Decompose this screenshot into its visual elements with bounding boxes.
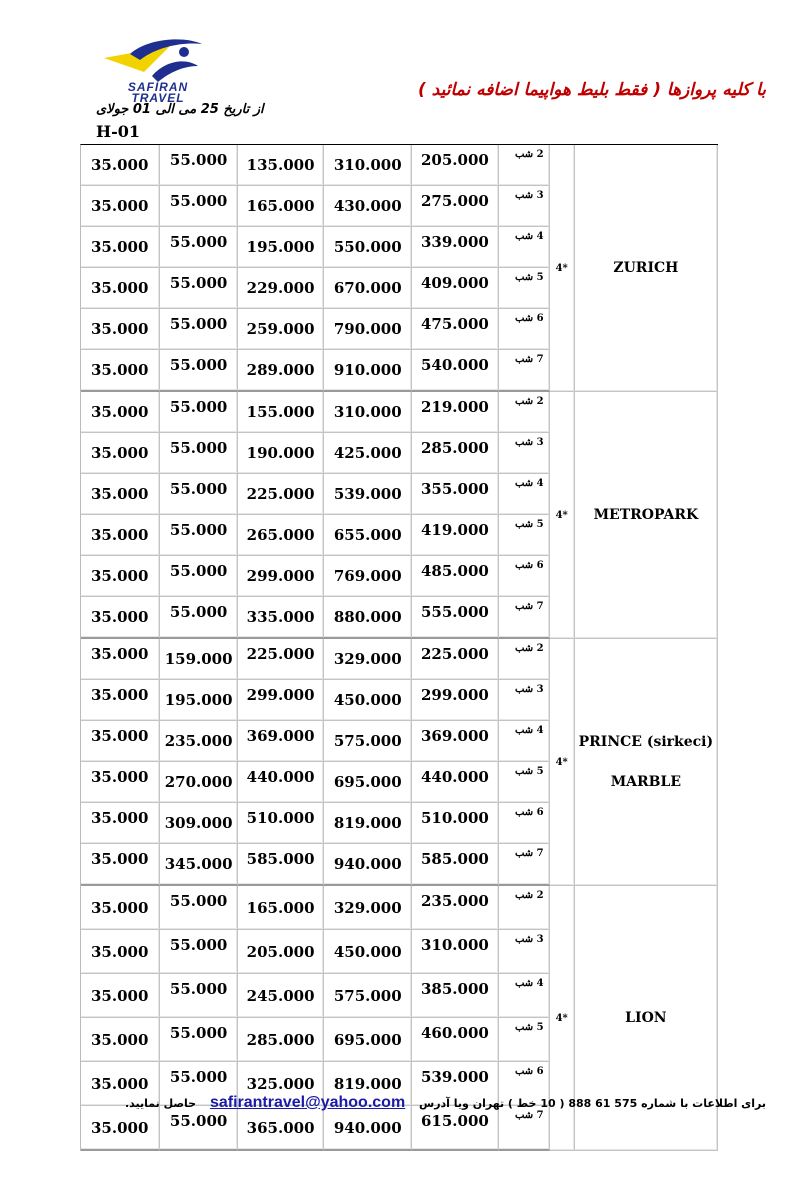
price-col-2: 159.000 bbox=[160, 639, 238, 680]
price-col-5: 419.000 bbox=[412, 515, 498, 556]
nights-cell: 4 شب bbox=[499, 227, 550, 268]
price-col-2: 55.000 bbox=[160, 227, 238, 268]
logo-name-line2: TRAVEL bbox=[131, 91, 185, 105]
price-col-5: 310.000 bbox=[412, 930, 498, 974]
price-col-4: 880.000 bbox=[324, 597, 412, 639]
price-col-1: 35.000 bbox=[81, 1018, 160, 1062]
footer-prefix: برای اطلاعات با شماره 575 61 888 ( 10 خط ) تهران ویا آدرس bbox=[419, 1097, 766, 1110]
price-col-1: 35.000 bbox=[81, 721, 160, 762]
nights-cell: 3 شب bbox=[499, 680, 550, 721]
price-col-3: 205.000 bbox=[238, 930, 324, 974]
nights-cell: 4 شب bbox=[499, 474, 550, 515]
price-col-3: 195.000 bbox=[238, 227, 324, 268]
price-col-3: 285.000 bbox=[238, 1018, 324, 1062]
price-col-5: 585.000 bbox=[412, 844, 498, 886]
price-col-1: 35.000 bbox=[81, 474, 160, 515]
price-col-1: 35.000 bbox=[81, 433, 160, 474]
price-col-1: 35.000 bbox=[81, 309, 160, 350]
price-col-3: 369.000 bbox=[238, 721, 324, 762]
price-col-1: 35.000 bbox=[81, 597, 160, 639]
price-col-3: 510.000 bbox=[238, 803, 324, 844]
footer-suffix: حاصل نمایید. bbox=[124, 1097, 197, 1110]
price-col-5: 385.000 bbox=[412, 974, 498, 1018]
price-col-1: 35.000 bbox=[81, 680, 160, 721]
hotel-name-line: METROPARK bbox=[593, 507, 699, 523]
price-col-2: 270.000 bbox=[160, 762, 238, 803]
price-col-3: 259.000 bbox=[238, 309, 324, 350]
price-col-4: 769.000 bbox=[324, 556, 412, 597]
price-col-4: 430.000 bbox=[324, 186, 412, 227]
price-col-5: 339.000 bbox=[412, 227, 498, 268]
tour-code: H-01 bbox=[96, 122, 141, 141]
nights-cell: 3 شب bbox=[499, 186, 550, 227]
nights-cell: 4 شب bbox=[499, 721, 550, 762]
price-col-1: 35.000 bbox=[81, 392, 160, 433]
table-row bbox=[81, 886, 718, 930]
price-col-3: 165.000 bbox=[238, 886, 324, 930]
price-col-5: 539.000 bbox=[412, 1062, 498, 1106]
price-col-3: 135.000 bbox=[238, 145, 324, 186]
nights-cell: 3 شب bbox=[499, 433, 550, 474]
price-col-4: 695.000 bbox=[324, 762, 412, 803]
price-col-4: 575.000 bbox=[324, 974, 412, 1018]
price-col-4: 940.000 bbox=[324, 1106, 412, 1151]
price-col-2: 55.000 bbox=[160, 350, 238, 392]
nights-cell: 7 شب bbox=[499, 1106, 550, 1151]
price-col-3: 165.000 bbox=[238, 186, 324, 227]
star-rating: 4* bbox=[550, 392, 575, 639]
nights-cell: 7 شب bbox=[499, 597, 550, 639]
price-col-1: 35.000 bbox=[81, 844, 160, 886]
nights-cell: 6 شب bbox=[499, 803, 550, 844]
price-col-4: 655.000 bbox=[324, 515, 412, 556]
price-col-5: 355.000 bbox=[412, 474, 498, 515]
hotel-name-line: LION bbox=[625, 1010, 667, 1026]
price-col-1: 35.000 bbox=[81, 556, 160, 597]
price-col-2: 235.000 bbox=[160, 721, 238, 762]
price-col-5: 460.000 bbox=[412, 1018, 498, 1062]
nights-cell: 6 شب bbox=[499, 556, 550, 597]
nights-cell: 5 شب bbox=[499, 1018, 550, 1062]
price-col-3: 299.000 bbox=[238, 556, 324, 597]
price-col-2: 55.000 bbox=[160, 145, 238, 186]
price-col-1: 35.000 bbox=[81, 350, 160, 392]
price-col-2: 55.000 bbox=[160, 268, 238, 309]
price-col-4: 329.000 bbox=[324, 639, 412, 680]
price-col-2: 55.000 bbox=[160, 886, 238, 930]
nights-cell: 5 شب bbox=[499, 515, 550, 556]
price-col-2: 55.000 bbox=[160, 1018, 238, 1062]
price-col-4: 940.000 bbox=[324, 844, 412, 886]
price-col-1: 35.000 bbox=[81, 145, 160, 186]
price-col-3: 335.000 bbox=[238, 597, 324, 639]
price-col-4: 819.000 bbox=[324, 1062, 412, 1106]
price-col-5: 275.000 bbox=[412, 186, 498, 227]
price-col-4: 819.000 bbox=[324, 803, 412, 844]
nights-cell: 6 شب bbox=[499, 1062, 550, 1106]
price-col-3: 190.000 bbox=[238, 433, 324, 474]
price-col-5: 485.000 bbox=[412, 556, 498, 597]
star-rating: 4* bbox=[550, 886, 575, 1151]
price-col-4: 539.000 bbox=[324, 474, 412, 515]
nights-cell: 5 شب bbox=[499, 268, 550, 309]
price-col-4: 450.000 bbox=[324, 930, 412, 974]
hotel-name-line: PRINCE (sirkeci) bbox=[578, 734, 714, 750]
price-col-2: 55.000 bbox=[160, 474, 238, 515]
price-col-4: 550.000 bbox=[324, 227, 412, 268]
price-col-2: 195.000 bbox=[160, 680, 238, 721]
price-col-3: 325.000 bbox=[238, 1062, 324, 1106]
price-col-5: 440.000 bbox=[412, 762, 498, 803]
hotel-name bbox=[575, 639, 718, 886]
price-col-4: 450.000 bbox=[324, 680, 412, 721]
price-col-1: 35.000 bbox=[81, 639, 160, 680]
price-col-2: 55.000 bbox=[160, 392, 238, 433]
price-table bbox=[80, 144, 718, 1151]
price-col-2: 55.000 bbox=[160, 186, 238, 227]
price-col-2: 309.000 bbox=[160, 803, 238, 844]
price-col-1: 35.000 bbox=[81, 268, 160, 309]
price-col-5: 475.000 bbox=[412, 309, 498, 350]
price-col-3: 229.000 bbox=[238, 268, 324, 309]
price-col-5: 205.000 bbox=[412, 145, 498, 186]
price-col-3: 289.000 bbox=[238, 350, 324, 392]
price-col-2: 55.000 bbox=[160, 930, 238, 974]
price-col-2: 55.000 bbox=[160, 515, 238, 556]
contact-footer bbox=[124, 1094, 766, 1112]
date-range: از تاریخ 25 می الی 01 جولای bbox=[96, 102, 264, 117]
price-col-5: 510.000 bbox=[412, 803, 498, 844]
hotel-name-line: MARBLE bbox=[610, 774, 682, 790]
nights-cell: 2 شب bbox=[499, 145, 550, 186]
price-col-1: 35.000 bbox=[81, 762, 160, 803]
price-col-2: 55.000 bbox=[160, 309, 238, 350]
price-col-1: 35.000 bbox=[81, 930, 160, 974]
nights-cell: 4 شب bbox=[499, 974, 550, 1018]
price-col-5: 615.000 bbox=[412, 1106, 498, 1151]
hotel-name bbox=[575, 145, 718, 392]
price-col-3: 265.000 bbox=[238, 515, 324, 556]
price-col-5: 299.000 bbox=[412, 680, 498, 721]
hotel-name-line: ZURICH bbox=[613, 260, 679, 276]
price-col-4: 310.000 bbox=[324, 392, 412, 433]
price-col-1: 35.000 bbox=[81, 227, 160, 268]
price-col-1: 35.000 bbox=[81, 886, 160, 930]
price-col-5: 540.000 bbox=[412, 350, 498, 392]
price-col-2: 55.000 bbox=[160, 556, 238, 597]
nights-cell: 2 شب bbox=[499, 392, 550, 433]
logo-swoosh-icon bbox=[100, 36, 212, 86]
star-rating: 4* bbox=[550, 145, 575, 392]
price-col-3: 299.000 bbox=[238, 680, 324, 721]
star-rating: 4* bbox=[550, 639, 575, 886]
price-col-4: 310.000 bbox=[324, 145, 412, 186]
price-col-3: 365.000 bbox=[238, 1106, 324, 1151]
price-col-3: 585.000 bbox=[238, 844, 324, 886]
email-link[interactable]: safirantravel@yahoo.com bbox=[209, 1094, 406, 1111]
price-col-5: 235.000 bbox=[412, 886, 498, 930]
price-col-3: 440.000 bbox=[238, 762, 324, 803]
price-col-2: 55.000 bbox=[160, 1062, 238, 1106]
price-col-3: 245.000 bbox=[238, 974, 324, 1018]
price-col-5: 555.000 bbox=[412, 597, 498, 639]
price-col-4: 695.000 bbox=[324, 1018, 412, 1062]
price-col-4: 670.000 bbox=[324, 268, 412, 309]
price-col-3: 225.000 bbox=[238, 639, 324, 680]
price-col-4: 575.000 bbox=[324, 721, 412, 762]
logo-wordmark bbox=[112, 82, 204, 104]
price-col-1: 35.000 bbox=[81, 1062, 160, 1106]
nights-cell: 6 شب bbox=[499, 309, 550, 350]
hotel-name bbox=[575, 392, 718, 639]
price-col-2: 55.000 bbox=[160, 974, 238, 1018]
price-col-1: 35.000 bbox=[81, 803, 160, 844]
price-col-4: 790.000 bbox=[324, 309, 412, 350]
price-col-1: 35.000 bbox=[81, 186, 160, 227]
price-col-5: 225.000 bbox=[412, 639, 498, 680]
price-col-2: 55.000 bbox=[160, 1106, 238, 1151]
nights-cell: 2 شب bbox=[499, 886, 550, 930]
price-col-3: 225.000 bbox=[238, 474, 324, 515]
nights-cell: 7 شب bbox=[499, 844, 550, 886]
price-col-2: 345.000 bbox=[160, 844, 238, 886]
nights-cell: 7 شب bbox=[499, 350, 550, 392]
page-headline: با کلیه پروازها ( فقط بلیط هواپیما اضافه نمائید ) bbox=[417, 80, 766, 100]
price-col-1: 35.000 bbox=[81, 1106, 160, 1151]
table-row bbox=[81, 639, 718, 680]
price-col-5: 369.000 bbox=[412, 721, 498, 762]
price-col-3: 155.000 bbox=[238, 392, 324, 433]
logo-name-line1: SAFIRAN bbox=[127, 80, 189, 94]
price-col-1: 35.000 bbox=[81, 974, 160, 1018]
nights-cell: 2 شب bbox=[499, 639, 550, 680]
price-col-5: 285.000 bbox=[412, 433, 498, 474]
price-col-4: 329.000 bbox=[324, 886, 412, 930]
price-col-1: 35.000 bbox=[81, 515, 160, 556]
table-row bbox=[81, 392, 718, 433]
nights-cell: 5 شب bbox=[499, 762, 550, 803]
price-col-5: 409.000 bbox=[412, 268, 498, 309]
price-col-2: 55.000 bbox=[160, 433, 238, 474]
price-col-5: 219.000 bbox=[412, 392, 498, 433]
table-row bbox=[81, 145, 718, 186]
price-col-4: 910.000 bbox=[324, 350, 412, 392]
nights-cell: 3 شب bbox=[499, 930, 550, 974]
price-col-4: 425.000 bbox=[324, 433, 412, 474]
price-col-2: 55.000 bbox=[160, 597, 238, 639]
